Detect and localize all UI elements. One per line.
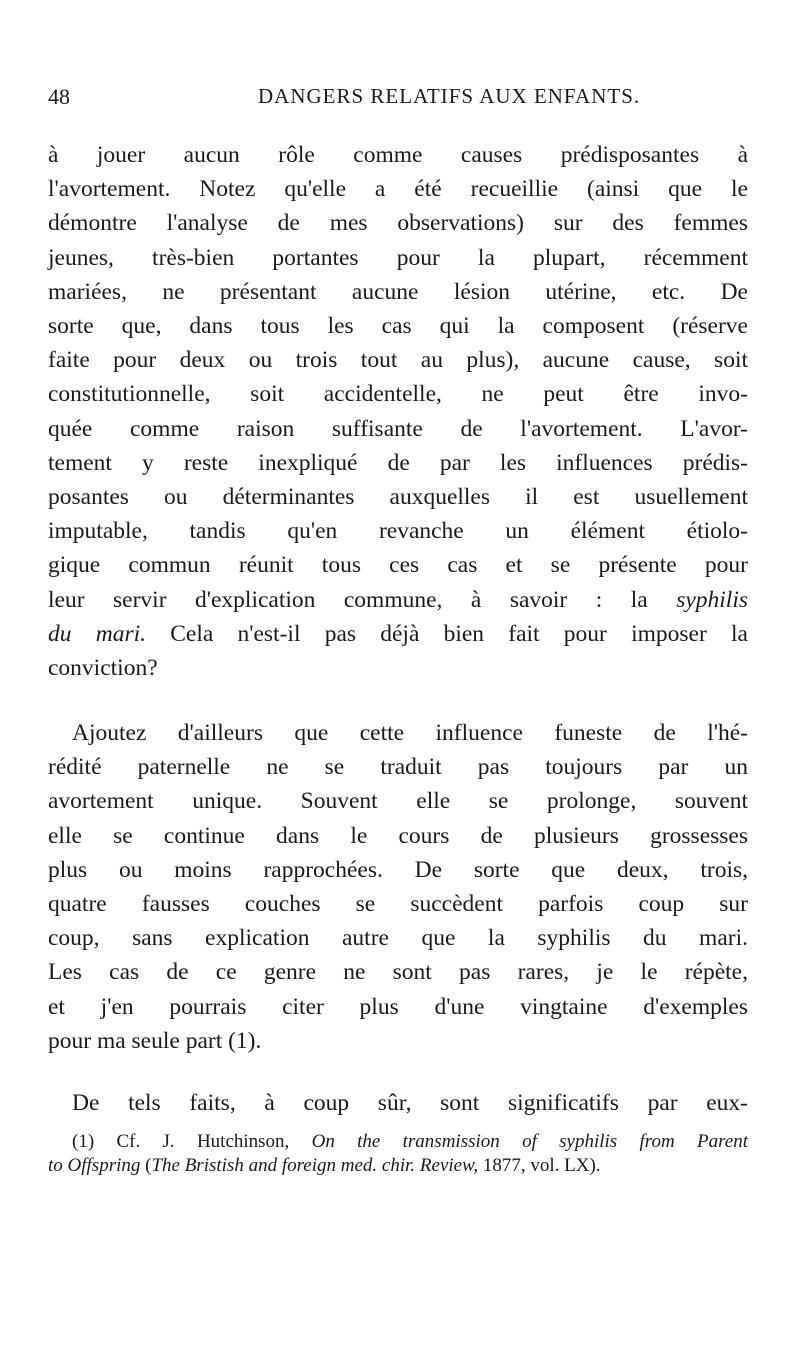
footnote-journal: The Bristish and foreign med. chir. Review, xyxy=(151,1155,479,1176)
footnote-title: On the transmission of syphilis from Parent xyxy=(311,1131,748,1152)
paragraph-3 xyxy=(48,1086,748,1120)
text-line: et j'en pourrais citer plus d'une vingtaine d'exemples xyxy=(48,993,748,1020)
text-line: De tels faits, à coup sûr, sont significatifs par eux- xyxy=(72,1090,748,1116)
footnote xyxy=(48,1130,748,1178)
text-line: quatre fausses couches se succèdent parfois coup sur xyxy=(48,891,748,918)
text-line: pour ma seule part (1). xyxy=(48,1027,262,1054)
text-line: quée comme raison suffisante de l'avortement. L'avor- xyxy=(48,415,748,442)
text-line: gique commun réunit tous ces cas et se présente pour xyxy=(48,552,748,579)
text-line: tement y reste inexpliqué de par les influences prédis- xyxy=(48,449,748,476)
text-line: posantes ou déterminantes auxquelles il est usuellement xyxy=(48,484,748,511)
footnote-citation-tail: 1877, vol. LX). xyxy=(478,1155,601,1176)
text-line: rédité paternelle ne se traduit pas toujours par un xyxy=(48,754,748,781)
page-number: 48 xyxy=(48,84,70,109)
text-line xyxy=(48,617,748,651)
paragraph-1 xyxy=(48,138,748,685)
footnote-line xyxy=(48,1154,748,1178)
text-run: ( xyxy=(140,1155,152,1176)
text-line: constitutionnelle, soit accidentelle, ne peut être invo- xyxy=(48,381,748,408)
text-line: Les cas de ce genre ne sont pas rares, je le répète, xyxy=(48,959,748,986)
text-line: sorte que, dans tous les cas qui la composent (réserve xyxy=(48,313,748,340)
text-run: leur servir d'explication commune, à savoir : la xyxy=(48,586,677,613)
text-line: coup, sans explication autre que la syphilis du mari. xyxy=(48,925,748,952)
text-line: démontre l'analyse de mes observations) sur des femmes xyxy=(48,210,748,237)
footnote-line xyxy=(48,1130,748,1154)
text-line: jeunes, très-bien portantes pour la plupart, récemment xyxy=(48,244,748,271)
text-run: Cela n'est-il pas déjà bien fait pour imposer la xyxy=(146,620,748,647)
paragraph-2 xyxy=(48,716,748,1058)
footnote-marker: (1) Cf. J. Hutchinson, xyxy=(72,1131,312,1152)
italic-term: du mari. xyxy=(48,620,146,647)
text-line: faite pour deux ou trois tout au plus), aucune cause, soit xyxy=(48,347,748,374)
footnote-title-cont: to Offspring xyxy=(48,1155,141,1176)
running-head: DANGERS RELATIFS AUX ENFANTS. xyxy=(258,84,641,108)
text-line: elle se continue dans le cours de plusieurs grossesses xyxy=(48,822,748,849)
text-line: imputable, tandis qu'en revanche un élément étiolo- xyxy=(48,518,748,545)
text-line: Ajoutez d'ailleurs que cette influence funeste de l'hé- xyxy=(72,720,748,746)
text-line xyxy=(48,583,748,617)
italic-term: syphilis xyxy=(676,586,748,613)
text-line: mariées, ne présentant aucune lésion utérine, etc. De xyxy=(48,278,748,305)
text-line: plus ou moins rapprochées. De sorte que deux, trois, xyxy=(48,856,748,883)
text-line: à jouer aucun rôle comme causes prédisposantes à xyxy=(48,142,748,168)
page-header xyxy=(48,84,748,118)
text-line: l'avortement. Notez qu'elle a été recueillie (ainsi que le xyxy=(48,176,748,203)
text-line: conviction? xyxy=(48,655,158,682)
text-line: avortement unique. Souvent elle se prolonge, souvent xyxy=(48,788,748,815)
